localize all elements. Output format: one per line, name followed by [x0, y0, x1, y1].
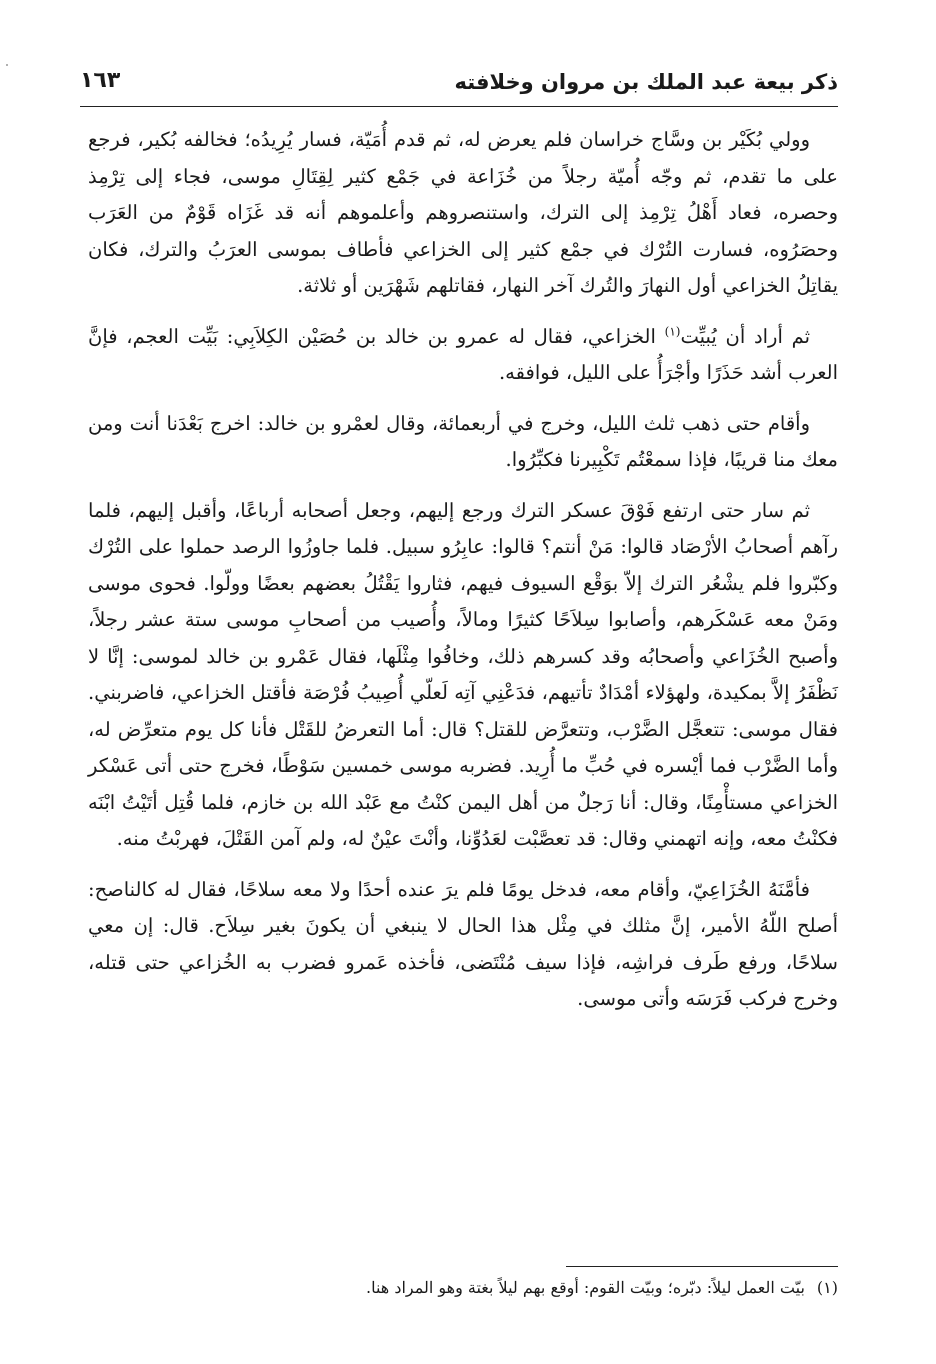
paragraph-1: وولي بُكَيْر بن وسَّاج خراسان فلم يعرض له، ثم قدم أُمَيّة، فسار يُرِيدُه؛ فخالفه بُكير، فرجع على ما تقدم، ثم وجّه أُميّة رجلاً من خُزَاعة في جَمْع كثير لِقِتَالِ موسى، فجاء إلى تِرْمِذ وحصره، فعاد أَهْلُ تِرْمِذ إلى الترك، واستنصروهم وأعلموهم أنه قد غَزَاه قَوْمٌ من العَرَب وحصَرُوه، فسارت التُرْك في جمْع كثير إلى الخزاعي فأطاف بموسى العرَبُ والترك، فكان يقاتِلُ الخزاعي أول النهارَ والتُرك آخر النهار، فقاتلهم شَهْرَين أو ثلاثة. [88, 128, 839, 297]
paragraph-5: فأمَّنَهُ الخُزَاعِيّ، وأقام معه، فدخل يومًا فلم يرَ عنده أحدًا ولا معه سلاحًا، فقال له كالناصح: أصلح اللّهُ الأمير، إنَّ مثلك في مِثْل هذا الحال لا ينبغي أن يكونَ بغير سِلاَح. قال: إن معي سلاحًا، ورفع طَرف فراشِه، فإذا سيف مُنْتَضى، فأخذه عَمرو فضرب به الخُزاعي حتى قتله، وخرج فركب فَرَسَه وأتى موسى. [88, 877, 838, 1010]
paragraph-2-rest: الخزاعي، فقال له عمرو بن خالد بن حُصَيْن الكِلاَبِي: بَيِّت العجم، فإنَّ العرب أشد حَذَرًا وأجْرَأُ على الليل، فوافقه. [88, 324, 838, 384]
paragraph-2-lead: ثم أراد أن يُبيِّت [680, 324, 811, 348]
running-header [80, 68, 838, 100]
main-text [88, 122, 838, 1032]
scan-speck [6, 64, 8, 66]
paragraph-2 [88, 319, 838, 392]
header-divider [80, 106, 838, 107]
footnote-text: بيّت العمل ليلاً: دبّره؛ وبيّت القوم: أوقع بهم ليلاً بغتة وهو المراد هنا. [366, 1278, 805, 1297]
footnote-number: (١) [816, 1278, 838, 1297]
footnote-reference: (١) [664, 324, 681, 338]
footnote-divider [566, 1266, 838, 1267]
page-number: ١٦٣ [80, 68, 121, 93]
chapter-title: ذكر بيعة عبد الملك بن مروان وخلافته [454, 70, 838, 94]
paragraph-3: وأقام حتى ذهب ثلث الليل، وخرج في أربعمائة، وقال لعمْرو بن خالد: اخرج بَعْدَنا أنت ومن معك منا قريبًا، فإذا سمعْتُم تَكْبِيرنا فكبِّرُوا. [88, 411, 838, 471]
footnote [98, 1276, 838, 1300]
paragraph-4: ثم سار حتى ارتفع فَوْقَ عسكر الترك ورجع إليهم، وجعل أصحابه أرباعًا، وأقبل إليهم، فلما رآهم أصحابُ الأرْصَاد قالوا: مَنْ أنتم؟ قالوا: عابِرُو سبيل. فلما جاوزُوا الرصد حملوا على التُرْك وكبّروا فلم يشْعُر الترك إلاّ بوَقْع السيوف فيهم، فثاروا يَقْتُلُ بعضهم بعضًا وولّوا. فحوى موسى ومَنْ معه عَسْكَرهم، وأصابوا سِلاَحًا كثيرًا ومالاً، وأُصيب من أصحابِ موسى ستة عشر رجلاً، وأصبح الخُزَاعي وأصحابُه وقد كسرهم ذلك، وخافُوا مِثْلَها، فقال عَمْرو بن خالد لموسى: إنَّا لا نَظْفَرُ إلاَّ بمكيدة، ولهؤلاء أمْدَادٌ تأتيهم، فدَعْنِي آتِه لَعلّي أُصِيبُ فُرْصَة فأقتل الخزاعي، فاضربني. فقال موسى: تتعجَّل الضَّرْب، وتتعرَّض للقتل؟ قال: أما التعرضُ للقَتْل فأنا كل يوم متعرِّض له، وأما الضَّرْب فما أيْسره في حُبِّ ما أُرِيد. فضربه موسى خمسين سَوْطًا، فخرج حتى أتى عَسْكر الخزاعي مستأْمِنًا، وقال: أنا رَجلٌ من أهل اليمن كنْتُ مع عَبْد الله بن خازم، فلما قُتِل أتَيْتُ ابْنَه فكنْتُ معه، وإنه اتهمني وقال: قد تعصَّبْت لعَدُوِّنا، وأنْتَ عيْنٌ له، ولم آمن القَتْلَ، فهربْتُ منه. [88, 498, 838, 850]
